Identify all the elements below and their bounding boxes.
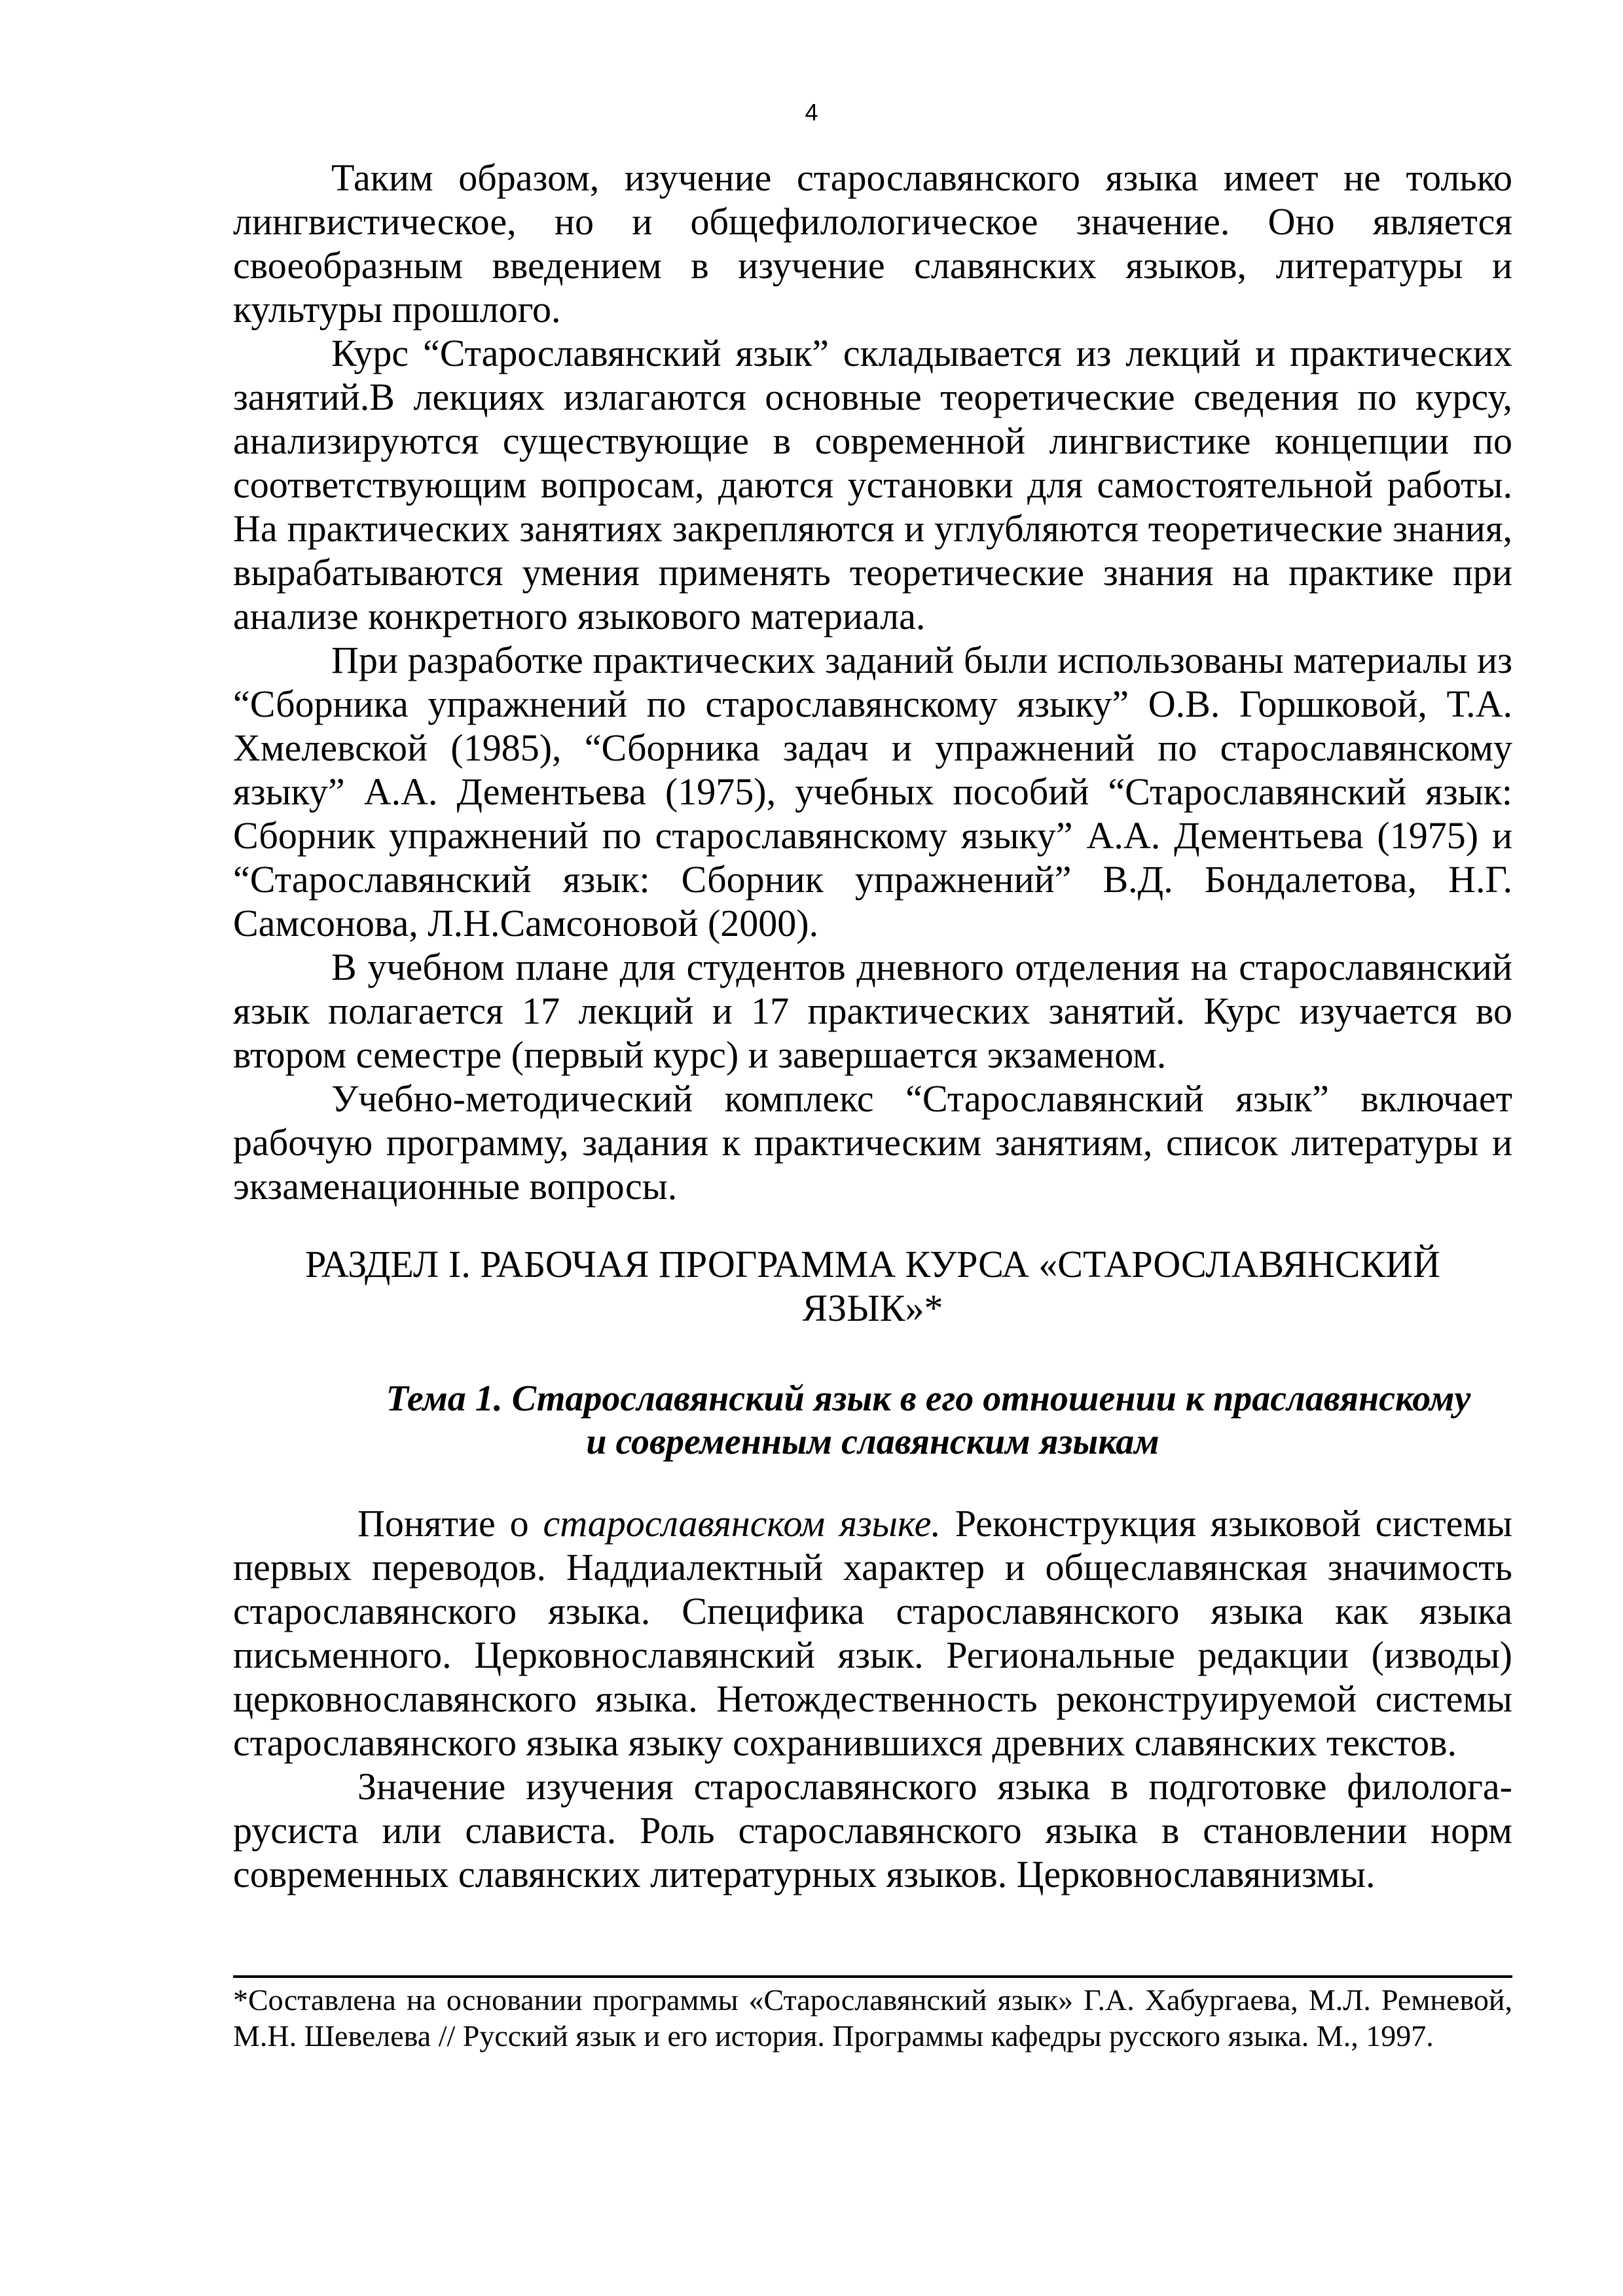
footnote-divider [233, 1975, 1512, 1978]
intro-paragraph: Учебно-методический комплекс “Старославянский язык” включает рабочую программу, задания к практическим занятиям, список литературы и экзаменационные вопросы. [233, 1077, 1512, 1208]
topic-paragraph: Значение изучения старославянского языка в подготовке филолога-русиста или слависта. Роль старославянского языка в становлении норм современных славянских литературных языков. Церковнославянизмы. [233, 1765, 1512, 1895]
footnote: *Составлена на основании программы «Старославянский язык» Г.А. Хабургаева, М.Л. Ремневой, М.Н. Шевелева // Русский язык и его история. Программы кафедры русского языка. М., 1997. [233, 1983, 1512, 2053]
topic-text [233, 1501, 1512, 1896]
intro-paragraph: При разработке практических заданий были использованы материалы из “Сборника упражнений по старославянскому языку” О.В. Горшковой, Т.А. Хмелевской (1985), “Сборника задач и упражнений по старославянскому языку” А.А. Дементьева (1975), учебных пособий “Старославянский язык: Сборник упражнений по старославянскому языку” А.А. Дементьева (1975) и “Старославянский язык: Сборник упражнений” В.Д. Бондалетова, Н.Г. Самсонова, Л.Н.Самсоновой (2000). [233, 639, 1512, 944]
topic-paragraph-lead: Понятие о [357, 1502, 543, 1545]
intro-paragraph: Курс “Старославянский язык” складывается из лекций и практических занятий.В лекциях излагаются основные теоретические сведения по курсу, анализируются существующие в современной лингвистике концепции по соответствующим вопросам, даются установки для самостоятельной работы. На практических занятиях закрепляются и углубляются теоретические знания, вырабатываются умения применять теоретические знания на практике при анализе конкретного языкового материала. [233, 332, 1512, 637]
intro-paragraph: В учебном плане для студентов дневного отделения на старославянский язык полагается 17 лекций и 17 практических занятий. Курс изучается во втором семестре (первый курс) и завершается экзаменом. [233, 946, 1512, 1076]
topic-paragraph-rest: Реконструкция языковой системы первых переводов. Наддиалектный характер и общеславянская значимость старославянского языка. Специфика старославянского языка как языка письменного. Церковнославянский язык. Региональные редакции (изводы) церковнославянского языка. Нетождественность реконструируемой системы старославянского языка языку сохранившихся древних славянских текстов. [233, 1502, 1512, 1764]
topic-term: старославянском языке. [543, 1502, 941, 1545]
topic-title-line-2: и современным славянским языкам [586, 1422, 1159, 1462]
page-number: 4 [805, 99, 818, 126]
topic-title [233, 1377, 1512, 1463]
intro-paragraph: Таким образом, изучение старославянского языка имеет не только лингвистическое, но и общефилологическое значение. Оно является своеобразным введением в изучение славянских языков, литературы и культуры прошлого. [233, 156, 1512, 331]
section-title: РАЗДЕЛ I. РАБОЧАЯ ПРОГРАММА КУРСА «СТАРОСЛАВЯНСКИЙ ЯЗЫК»* [305, 1243, 1440, 1329]
topic-title-line-1: Тема 1. Старославянский язык в его отношении к праславянскому [386, 1378, 1471, 1419]
topic-paragraph [233, 1501, 1512, 1765]
intro-text [233, 156, 1512, 1208]
